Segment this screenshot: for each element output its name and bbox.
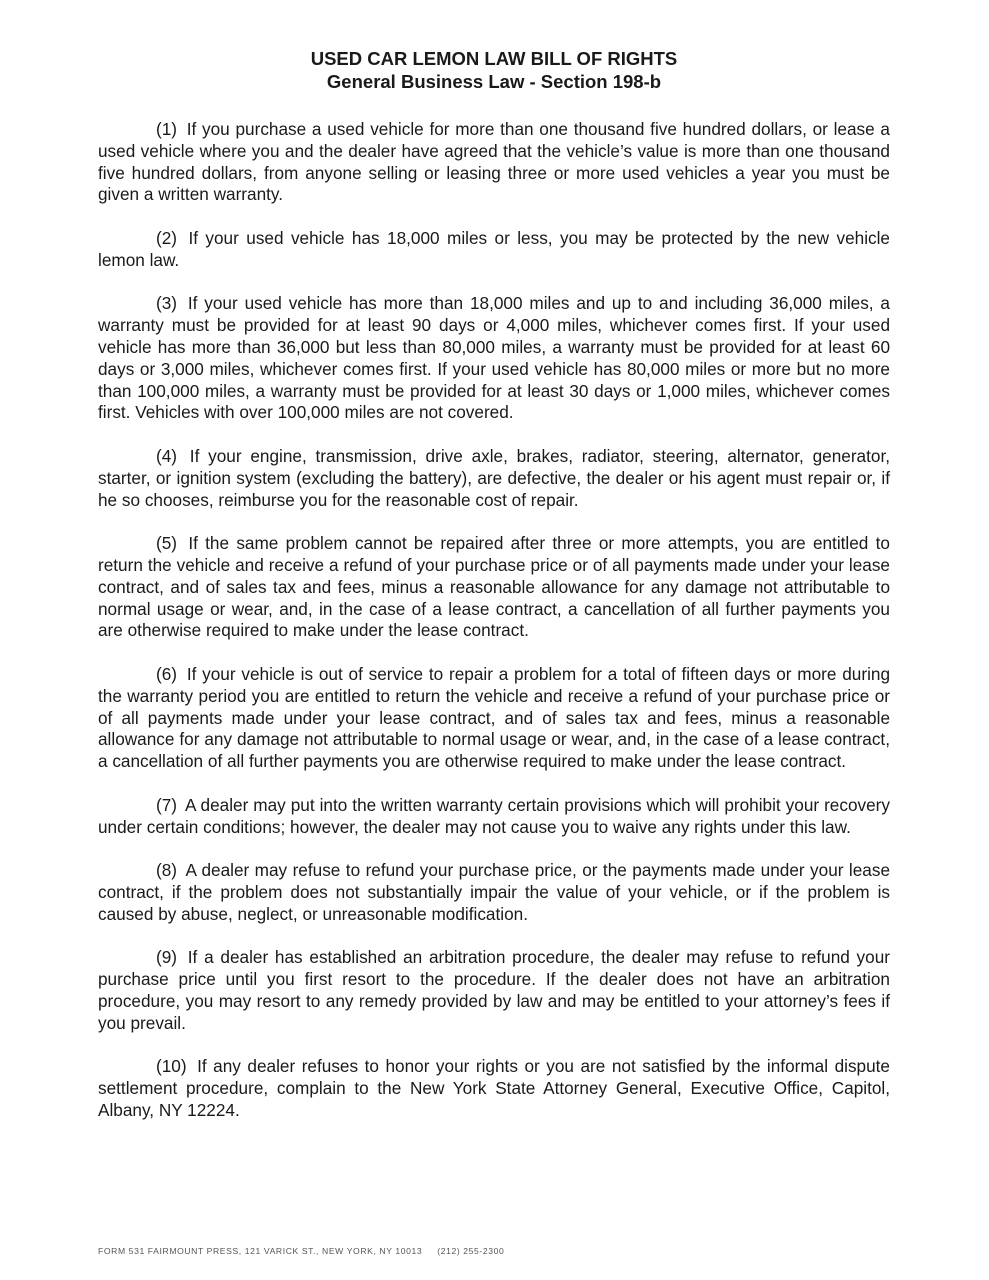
paragraph-number: (6) <box>156 663 178 684</box>
paragraph-text: If any dealer refuses to honor your rights or you are not satisfied by the informal dispute settlement procedure, complain to the New York State Attorney General, Executive Office, Capitol, Albany, NY 12224. <box>98 1056 890 1120</box>
paragraph-number: (1) <box>156 119 178 139</box>
document-subtitle: General Business Law - Section 198-b <box>326 71 662 92</box>
paragraph-7 <box>98 795 890 839</box>
paragraph-4 <box>98 446 890 511</box>
paragraph-number: (8) <box>156 860 178 881</box>
paragraph-text: If you purchase a used vehicle for more than one thousand five hundred dollars, or lease a used vehicle where you and the dealer have agreed that the vehicle’s value is more than one thousand five hundred dollars, from anyone selling or leasing three or more used vehicles a year you must be given a written warranty. <box>98 119 890 205</box>
paragraph-number: (7) <box>156 794 178 815</box>
paragraph-text: If your vehicle is out of service to repair a problem for a total of fifteen days or more during the warranty period you are entitled to return the vehicle and receive a refund of your purchase price or of all payments made under your lease contract, and of sales tax and fees, minus a reasonable allowance for any damage not attributable to normal usage or wear, and, in the case of a lease contract, a cancellation of all further payments you are otherwise required to make under the lease contract. <box>98 663 890 772</box>
paragraph-number: (4) <box>156 445 178 466</box>
paragraph-9 <box>98 947 890 1034</box>
paragraph-text: If a dealer has established an arbitration procedure, the dealer may refuse to refund your purchase price until you first resort to the procedure. If the dealer does not have an arbitration procedure, you may resort to any remedy provided by law and may be entitled to your attorney’s fees if you prevail. <box>98 947 890 1033</box>
paragraph-number: (3) <box>156 293 178 314</box>
paragraph-number: (2) <box>156 227 178 248</box>
paragraph-number: (5) <box>156 533 178 554</box>
document-body <box>98 47 890 1143</box>
paragraph-2 <box>98 228 890 272</box>
paragraph-10 <box>98 1056 890 1121</box>
paragraph-text: A dealer may refuse to refund your purchase price, or the payments made under your lease contract, if the problem does not substantially impair the value of your vehicle, or if the problem is caused by abuse, neglect, or unreasonable modification. <box>98 860 890 924</box>
paragraph-text: If your engine, transmission, drive axle, brakes, radiator, steering, alternator, generator, starter, or ignition system (excluding the battery), are defective, the dealer or his agent must repair or, if he so chooses, reimburse you for the reasonable cost of repair. <box>98 445 890 510</box>
paragraph-number: (10) <box>156 1056 187 1077</box>
paragraph-text: If your used vehicle has 18,000 miles or less, you may be protected by the new vehicle lemon law. <box>98 227 890 270</box>
document-title: USED CAR LEMON LAW BILL OF RIGHTS <box>310 48 678 69</box>
paragraph-text: A dealer may put into the written warranty certain provisions which will prohibit your recovery under certain conditions; however, the dealer may not cause you to waive any rights under this law. <box>98 794 890 837</box>
paragraph-text: If the same problem cannot be repaired after three or more attempts, you are entitled to return the vehicle and receive a refund of your purchase price or of all payments made under your lease contract, and of sales tax and fees, minus a reasonable allowance for any damage not attributable to normal usage or wear, and, in the case of a lease contract, a cancellation of all further payments you are otherwise required to make under the lease contract. <box>98 533 890 641</box>
form-footer: FORM 531 FAIRMOUNT PRESS, 121 VARICK ST., NEW YORK, NY 10013 (212) 255-2300 <box>98 1246 505 1256</box>
paragraph-1 <box>98 119 890 206</box>
paragraph-8 <box>98 860 890 925</box>
paragraph-text: If your used vehicle has more than 18,000 miles and up to and including 36,000 miles, a warranty must be provided for at least 90 days or 4,000 miles, whichever comes first. If your used vehicle has more than 36,000 but less than 80,000 miles, a warranty must be provided for at least 60 days or 3,000 miles, whichever comes first. If your used vehicle has 80,000 miles or more but no more than 100,000 miles, a warranty must be provided for at least 30 days or 1,000 miles, whichever comes first. Vehicles with over 100,000 miles are not covered. <box>98 293 890 423</box>
paragraph-6 <box>98 664 890 773</box>
paragraph-5 <box>98 533 890 642</box>
paragraph-number: (9) <box>156 947 178 968</box>
paragraph-3 <box>98 293 890 424</box>
